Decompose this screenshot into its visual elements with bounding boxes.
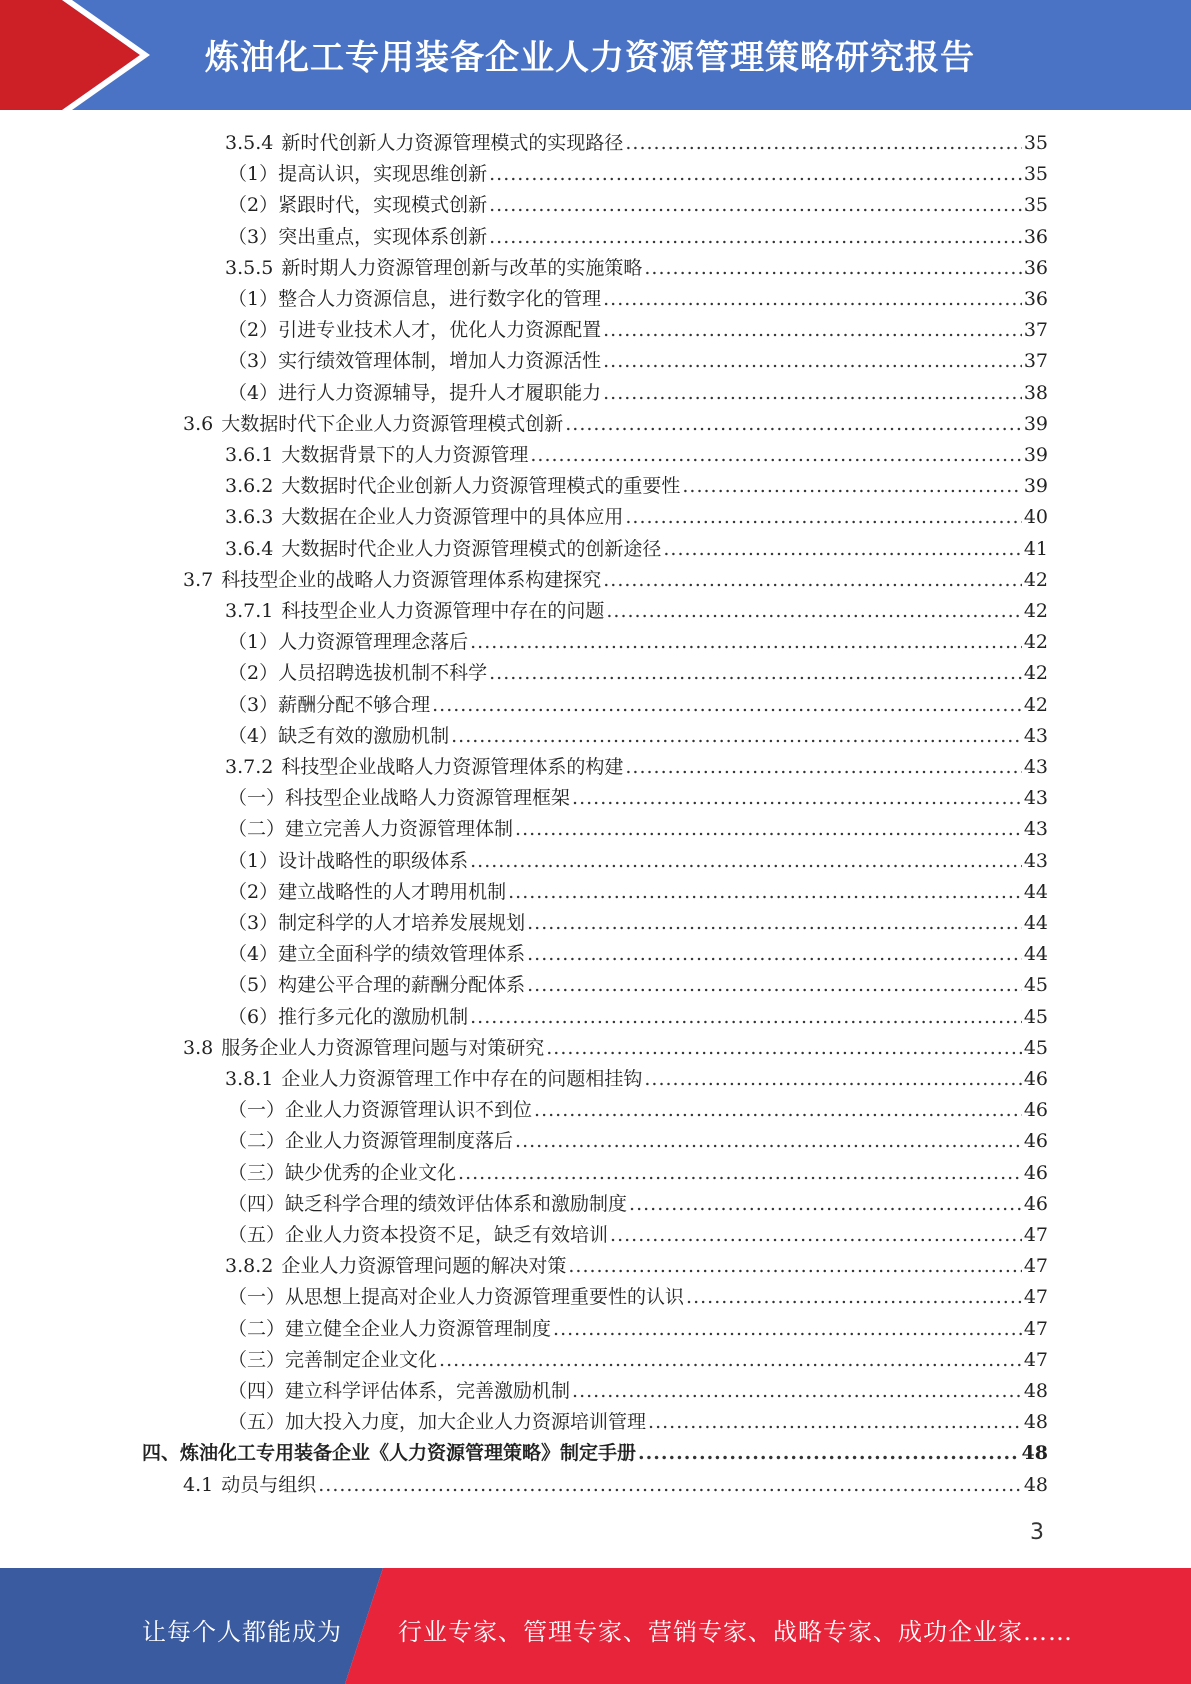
toc-entry-page: 47 — [1023, 1224, 1048, 1246]
toc-entry-title: 加大投入力度，加大企业人力资源培训管理 — [285, 1411, 647, 1434]
toc-entry-page: 46 — [1023, 1068, 1048, 1090]
toc-entry-title: 新时代创新人力资源管理模式的实现路径 — [281, 132, 624, 154]
toc-leader-dots — [508, 877, 1022, 907]
toc-entry[interactable] — [228, 721, 1048, 751]
toc-entry-page: 37 — [1023, 319, 1048, 342]
toc-leader-dots — [553, 1314, 1022, 1344]
toc-entry-page: 42 — [1023, 631, 1048, 654]
toc-entry-number: 3.5.5 — [225, 256, 274, 279]
toc-entry-title: 完善制定企业文化 — [285, 1348, 438, 1371]
toc-entry-number: （1） — [228, 163, 279, 186]
toc-entry[interactable] — [183, 1033, 1048, 1063]
toc-leader-dots — [686, 1282, 1022, 1312]
toc-entry-page: 47 — [1023, 1348, 1048, 1371]
toc-entry-title: 建立完善人力资源管理体制 — [285, 818, 514, 841]
toc-entry-page: 44 — [1023, 943, 1048, 966]
toc-entry-page: 41 — [1023, 537, 1048, 560]
toc-entry-page: 48 — [1023, 1380, 1048, 1402]
report-title: 炼油化工专用装备企业人力资源管理策略研究报告 — [205, 38, 975, 78]
toc-entry-title: 企业人力资源管理工作中存在的问题相挂钩 — [281, 1068, 643, 1090]
toc-entry-page: 45 — [1023, 1036, 1048, 1059]
toc-leader-dots — [527, 908, 1022, 938]
toc-entry-title: 新时期人力资源管理创新与改革的实施策略 — [281, 256, 643, 279]
toc-entry-number: 3.6.4 — [225, 537, 274, 560]
toc-entry-title: 引进专业技术人才，优化人力资源配置 — [278, 319, 602, 342]
toc-entry-number: （二） — [228, 1130, 286, 1153]
toc-entry[interactable] — [225, 596, 1048, 626]
toc-entry-number: （4） — [228, 381, 279, 404]
toc-entry[interactable] — [228, 658, 1048, 688]
toc-entry-title: 服务企业人力资源管理问题与对策研究 — [221, 1036, 545, 1059]
toc-entry-number: 3.7.2 — [225, 756, 274, 778]
toc-entry[interactable] — [225, 1064, 1048, 1094]
toc-leader-dots — [489, 159, 1022, 189]
toc-entry-number: 3.6.3 — [225, 506, 274, 529]
toc-entry-number: （四） — [228, 1192, 286, 1215]
toc-leader-dots — [470, 1002, 1022, 1032]
toc-entry-number: （五） — [228, 1224, 286, 1246]
toc-entry-page: 48 — [1021, 1442, 1048, 1465]
toc-entry-number: 3.6.1 — [225, 444, 274, 466]
toc-leader-dots — [527, 970, 1022, 1000]
toc-entry-page: 47 — [1023, 1317, 1048, 1340]
toc-leader-dots — [648, 1407, 1022, 1437]
toc-entry-title: 科技型企业人力资源管理中存在的问题 — [281, 600, 605, 622]
toc-entry-number: （3） — [228, 350, 279, 373]
toc-entry-page: 46 — [1023, 1099, 1048, 1122]
toc-entry-title: 企业人力资源管理制度落后 — [285, 1130, 514, 1153]
toc-entry[interactable] — [228, 814, 1048, 844]
toc-leader-dots — [527, 939, 1022, 969]
toc-entry-page: 40 — [1023, 506, 1048, 529]
toc-entry-title: 炼油化工专用装备企业《人力资源管理策略》制定手册 — [180, 1442, 637, 1465]
toc-entry-title: 缺少优秀的企业文化 — [285, 1161, 457, 1184]
toc-leader-dots — [546, 1033, 1022, 1063]
toc-entry-page: 46 — [1023, 1130, 1048, 1153]
footer-slogan-right: 行业专家、管理专家、营销专家、战略专家、成功企业家…… — [398, 1618, 1073, 1646]
toc-leader-dots — [682, 471, 1021, 501]
toc-entry-number: （三） — [228, 1161, 286, 1184]
toc-entry-title: 大数据背景下的人力资源管理 — [281, 444, 529, 466]
toc-entry-title: 大数据时代下企业人力资源管理模式创新 — [221, 412, 564, 435]
toc-entry-number: （2） — [228, 319, 279, 342]
toc-entry-number: （一） — [228, 1286, 286, 1309]
toc-leader-dots — [489, 222, 1022, 252]
toc-entry-page: 43 — [1023, 724, 1048, 747]
toc-leader-dots — [534, 1095, 1022, 1125]
toc-entry-title: 薪酬分配不够合理 — [278, 693, 431, 716]
toc-entry[interactable] — [228, 846, 1048, 876]
toc-entry-page: 43 — [1023, 787, 1048, 810]
toc-entry[interactable] — [228, 1376, 1048, 1406]
toc-entry[interactable] — [228, 939, 1048, 969]
toc-entry-title: 突出重点，实现体系创新 — [278, 225, 488, 248]
toc-entry[interactable] — [225, 502, 1048, 532]
toc-entry-title: 设计战略性的职级体系 — [278, 849, 469, 872]
toc-entry-number: （一） — [228, 1099, 286, 1122]
toc-entry-page: 44 — [1023, 912, 1048, 934]
toc-leader-dots — [318, 1470, 1022, 1500]
toc-leader-dots — [603, 565, 1022, 595]
toc-entry-page: 48 — [1023, 1473, 1048, 1496]
toc-entry-title: 企业人力资源管理认识不到位 — [285, 1099, 533, 1122]
toc-leader-dots — [663, 534, 1021, 564]
toc-leader-dots — [603, 346, 1022, 376]
toc-leader-dots — [603, 378, 1022, 408]
toc-entry-title: 提高认识，实现思维创新 — [278, 163, 488, 186]
toc-entry-number: （2） — [228, 880, 279, 903]
toc-entry-title: 人员招聘选拔机制不科学 — [278, 662, 488, 685]
toc-entry[interactable] — [225, 471, 1048, 501]
toc-entry-title: 企业人力资源管理问题的解决对策 — [281, 1255, 567, 1278]
toc-entry[interactable] — [228, 690, 1048, 720]
toc-entry-number: （1） — [228, 849, 279, 872]
toc-entry-title: 大数据时代企业人力资源管理模式的创新途径 — [281, 537, 662, 560]
toc-entry[interactable] — [225, 1251, 1048, 1281]
toc-entry-page: 36 — [1023, 225, 1048, 248]
toc-entry[interactable] — [228, 190, 1048, 220]
toc-leader-dots — [572, 783, 1022, 813]
toc-entry-title: 建立科学评估体系，完善激励机制 — [285, 1380, 571, 1402]
toc-entry-number: （四） — [228, 1380, 286, 1402]
toc-leader-dots — [644, 1064, 1021, 1094]
toc-leader-dots — [489, 190, 1022, 220]
toc-leader-dots — [432, 690, 1022, 720]
toc-entry[interactable] — [228, 1345, 1048, 1375]
page-number: 3 — [1030, 1520, 1044, 1545]
toc-entry-title: 整合人力资源信息，进行数字化的管理 — [278, 288, 602, 310]
toc-entry-number: （6） — [228, 1005, 279, 1028]
toc-entry-number: （5） — [228, 974, 279, 997]
toc-entry[interactable] — [183, 1470, 1048, 1500]
toc-entry-title: 大数据时代企业创新人力资源管理模式的重要性 — [281, 475, 681, 498]
toc-entry-page: 47 — [1023, 1255, 1048, 1278]
toc-entry-page: 36 — [1023, 288, 1048, 310]
toc-entry-title: 建立全面科学的绩效管理体系 — [278, 943, 526, 966]
toc-entry[interactable] — [228, 1158, 1048, 1188]
header-banner — [0, 0, 1191, 110]
toc-entry[interactable] — [228, 877, 1048, 907]
toc-entry-title: 进行人力资源辅导，提升人才履职能力 — [278, 381, 602, 404]
toc-entry[interactable] — [228, 1095, 1048, 1125]
toc-leader-dots — [451, 721, 1022, 751]
toc-entry-title: 缺乏有效的激励机制 — [278, 724, 450, 747]
toc-entry[interactable] — [228, 378, 1048, 408]
toc-entry-page: 46 — [1023, 1161, 1048, 1184]
toc-entry[interactable] — [225, 128, 1048, 158]
toc-leader-dots — [515, 1126, 1022, 1156]
toc-entry-page: 42 — [1023, 693, 1048, 716]
toc-entry-number: （五） — [228, 1411, 286, 1434]
toc-entry-number: （二） — [228, 818, 286, 841]
toc-entry[interactable] — [228, 222, 1048, 252]
toc-entry[interactable] — [228, 1126, 1048, 1156]
toc-leader-dots — [572, 1376, 1022, 1406]
toc-entry-page: 38 — [1023, 381, 1048, 404]
toc-entry-number: 3.7.1 — [225, 600, 274, 622]
toc-entry-number: 4.1 — [183, 1473, 214, 1496]
toc-entry[interactable] — [228, 1002, 1048, 1032]
toc-entry[interactable] — [225, 440, 1048, 470]
toc-entry-number: 3.6 — [183, 412, 214, 435]
toc-entry-number: 3.8.2 — [225, 1255, 274, 1278]
toc-entry-page: 42 — [1023, 568, 1048, 591]
toc-leader-dots — [625, 502, 1021, 532]
toc-entry-page: 44 — [1023, 880, 1048, 903]
toc-entry-number: （三） — [228, 1348, 286, 1371]
toc-leader-dots — [625, 752, 1021, 782]
toc-entry-page: 48 — [1023, 1411, 1048, 1434]
toc-entry[interactable] — [228, 1407, 1048, 1437]
toc-entry[interactable] — [228, 284, 1048, 314]
toc-entry-title: 人力资源管理理念落后 — [278, 631, 469, 654]
toc-entry-page: 35 — [1023, 194, 1048, 217]
toc-entry-page: 42 — [1023, 600, 1048, 622]
toc-entry-number: （1） — [228, 631, 279, 654]
toc-entry-page: 35 — [1023, 132, 1048, 154]
toc-entry-number: （一） — [228, 787, 286, 810]
toc-entry[interactable] — [228, 783, 1048, 813]
toc-entry-number: （2） — [228, 194, 279, 217]
toc-entry-page: 47 — [1023, 1286, 1048, 1309]
toc-entry[interactable] — [142, 1438, 1048, 1468]
toc-leader-dots — [568, 1251, 1021, 1281]
toc-entry[interactable] — [225, 752, 1048, 782]
toc-leader-dots — [644, 253, 1021, 283]
toc-entry-title: 建立健全企业人力资源管理制度 — [285, 1317, 552, 1340]
toc-entry[interactable] — [225, 253, 1048, 283]
footer-banner — [0, 1568, 1191, 1684]
toc-entry-title: 缺乏科学合理的绩效评估体系和激励制度 — [285, 1192, 628, 1215]
toc-entry[interactable] — [225, 534, 1048, 564]
toc-entry[interactable] — [228, 159, 1048, 189]
toc-entry-number: 3.7 — [183, 568, 214, 591]
toc-entry[interactable] — [228, 1189, 1048, 1219]
toc-entry-page: 43 — [1023, 849, 1048, 872]
toc-entry-page: 39 — [1023, 444, 1048, 466]
toc-entry-number: （3） — [228, 912, 279, 934]
toc-entry-page: 43 — [1023, 818, 1048, 841]
toc-leader-dots — [458, 1158, 1022, 1188]
toc-leader-dots — [629, 1189, 1022, 1219]
toc-entry-title: 科技型企业战略人力资源管理体系的构建 — [281, 756, 624, 778]
toc-leader-dots — [439, 1345, 1022, 1375]
toc-entry[interactable] — [228, 346, 1048, 376]
toc-leader-dots — [625, 128, 1021, 158]
toc-entry-number: （4） — [228, 943, 279, 966]
toc-entry[interactable] — [183, 409, 1048, 439]
toc-entry-title: 科技型企业战略人力资源管理框架 — [285, 787, 571, 810]
toc-entry-page: 39 — [1023, 412, 1048, 435]
toc-entry-number: 四、 — [142, 1442, 181, 1465]
toc-entry-number: （1） — [228, 288, 279, 310]
toc-entry-title: 实行绩效管理体制，增加人力资源活性 — [278, 350, 602, 373]
toc-entry[interactable] — [228, 1220, 1048, 1250]
toc-leader-dots — [565, 409, 1022, 439]
toc-entry[interactable] — [228, 908, 1048, 938]
toc-entry-page: 43 — [1023, 756, 1048, 778]
toc-entry-number: （4） — [228, 724, 279, 747]
toc-entry-title: 企业人力资本投资不足，缺乏有效培训 — [285, 1224, 609, 1246]
toc-entry-page: 45 — [1023, 974, 1048, 997]
toc-entry-title: 从思想上提高对企业人力资源管理重要性的认识 — [285, 1286, 685, 1309]
toc-entry-page: 46 — [1023, 1192, 1048, 1215]
toc-entry[interactable] — [228, 1314, 1048, 1344]
toc-entry[interactable] — [228, 1282, 1048, 1312]
toc-entry-number: 3.6.2 — [225, 475, 274, 498]
toc-entry[interactable] — [228, 315, 1048, 345]
toc-entry-page: 35 — [1023, 163, 1048, 186]
toc-entry-number: 3.8.1 — [225, 1068, 274, 1090]
toc-leader-dots — [515, 814, 1022, 844]
toc-entry-number: （二） — [228, 1317, 286, 1340]
toc-entry-title: 制定科学的人才培养发展规划 — [278, 912, 526, 934]
toc-leader-dots — [610, 1220, 1022, 1250]
toc-leader-dots — [530, 440, 1021, 470]
toc-leader-dots — [470, 627, 1022, 657]
toc-entry-number: （3） — [228, 225, 279, 248]
footer-slogan-left: 让每个人都能成为 — [142, 1618, 342, 1646]
toc-leader-dots — [603, 284, 1022, 314]
toc-entry-number: （3） — [228, 693, 279, 716]
toc-entry-page: 42 — [1023, 662, 1048, 685]
toc-leader-dots — [489, 658, 1022, 688]
toc-entry-title: 科技型企业的战略人力资源管理体系构建探究 — [221, 568, 602, 591]
toc-entry[interactable] — [228, 627, 1048, 657]
toc-entry-number: 3.5.4 — [225, 132, 274, 154]
toc-entry-title: 推行多元化的激励机制 — [278, 1005, 469, 1028]
toc-entry-title: 大数据在企业人力资源管理中的具体应用 — [281, 506, 624, 529]
toc-entry-number: （2） — [228, 662, 279, 685]
toc-entry-page: 45 — [1023, 1005, 1048, 1028]
toc-leader-dots — [603, 315, 1022, 345]
toc-entry-page: 37 — [1023, 350, 1048, 373]
toc-leader-dots — [470, 846, 1022, 876]
toc-entry-page: 36 — [1023, 256, 1048, 279]
toc-entry[interactable] — [183, 565, 1048, 595]
toc-leader-dots — [638, 1438, 1020, 1468]
toc-entry-title: 动员与组织 — [221, 1473, 317, 1496]
toc-entry-title: 建立战略性的人才聘用机制 — [278, 880, 507, 903]
toc-leader-dots — [606, 596, 1021, 626]
toc-entry-number: 3.8 — [183, 1036, 214, 1059]
toc-entry[interactable] — [228, 970, 1048, 1000]
toc-entry-title: 紧跟时代，实现模式创新 — [278, 194, 488, 217]
toc-entry-title: 构建公平合理的薪酬分配体系 — [278, 974, 526, 997]
toc-entry-page: 39 — [1023, 475, 1048, 498]
